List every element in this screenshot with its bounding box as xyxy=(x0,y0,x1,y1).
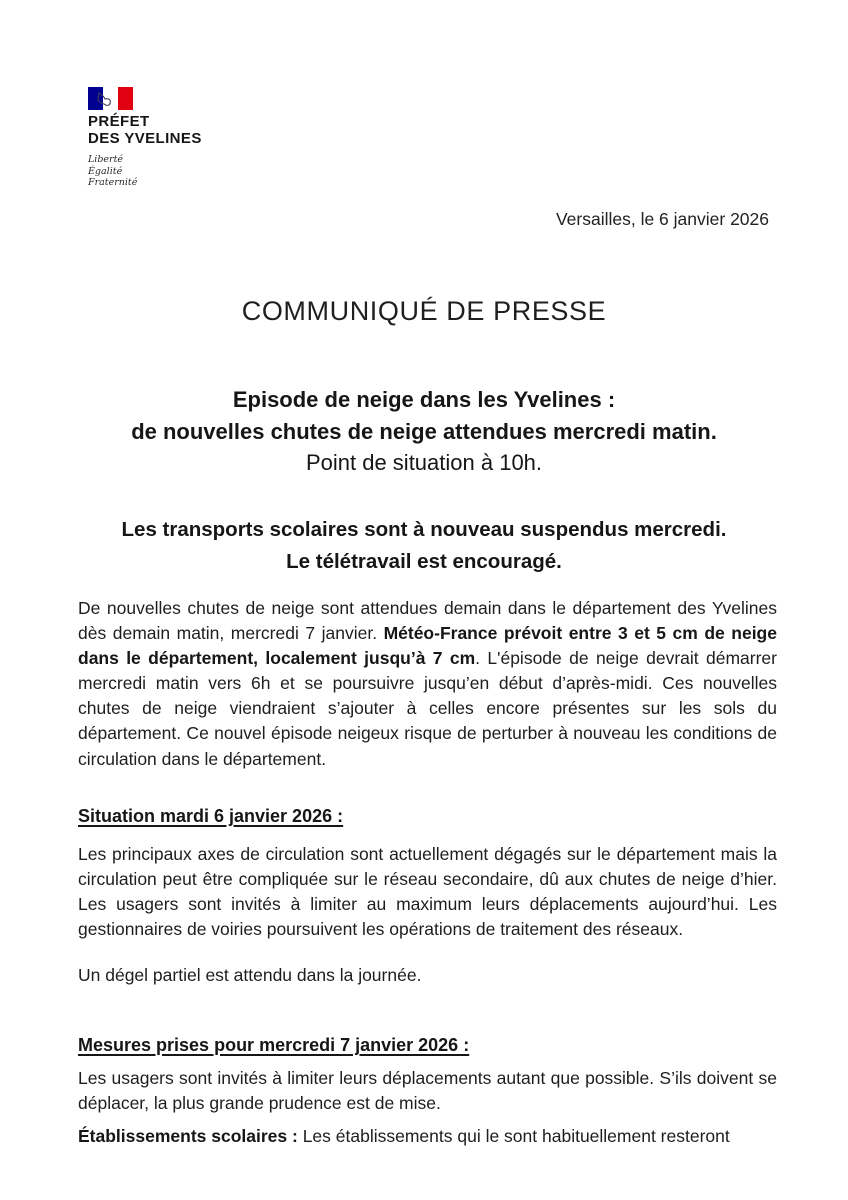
motto-egalite: Égalité xyxy=(88,165,123,177)
republic-motto xyxy=(88,154,202,189)
dateline: Versailles, le 6 janvier 2026 xyxy=(555,209,769,229)
headline-line3: Point de situation à 10h. xyxy=(305,450,543,475)
paragraph-etablissements-bold: Établissements scolaires : xyxy=(78,1126,298,1146)
subheadline-line2: Le télétravail est encouragé. xyxy=(286,550,562,573)
motto-fraternite: Fraternité xyxy=(88,177,138,188)
paragraph-degel: Un dégel partiel est attendu dans la journée. xyxy=(78,965,422,985)
prefecture-name-line2: DES YVELINES xyxy=(88,129,202,147)
headline xyxy=(0,384,848,479)
paragraph-forecast-bold: Météo-France prévoit entre 3 et 5 cm de neige dans le département, localement jusqu’à 7 cm xyxy=(78,623,777,669)
paragraph-forecast-text1: De nouvelles chutes de neige sont attendues demain dans le département des Yvelines dès demain matin, mercredi 7 janvier. xyxy=(78,598,777,644)
prefecture-name-line1: PRÉFET xyxy=(88,113,150,130)
paragraph-etablissements-text: Les établissements qui le sont habituellement resteront xyxy=(297,1126,730,1146)
headline-line2: de nouvelles chutes de neige attendues mercredi matin. xyxy=(131,418,717,444)
headline-line1: Episode de neige dans les Yvelines : xyxy=(232,387,616,412)
section-heading-mesures: Mesures prises pour mercredi 7 janvier 2026 : xyxy=(78,1035,470,1055)
french-flag-icon xyxy=(88,87,133,110)
prefecture-logo xyxy=(88,87,202,189)
paragraph-mesures: Les usagers sont invités à limiter leurs déplacements autant que possible. S’ils doivent se déplacer, la plus grande prudence est de mise. xyxy=(78,1068,777,1114)
document-title: COMMUNIQUÉ DE PRESSE xyxy=(241,296,607,326)
subheadline-line1: Les transports scolaires sont à nouveau suspendus mercredi. xyxy=(121,518,727,541)
section-heading-situation: Situation mardi 6 janvier 2026 : xyxy=(78,806,344,826)
paragraph-forecast xyxy=(78,596,777,772)
paragraph-forecast-text2: . L'épisode de neige devrait démarrer mercredi matin vers 6h et se poursuivre jusqu’en début d’après-midi. Ces nouvelles chutes de neige viendraient s’ajouter à celles encore présentes sur les sols du département. Ce nouvel épisode neigeux risque de perturber à nouveau les conditions de circulation dans le département. xyxy=(78,648,777,769)
paragraph-etablissements xyxy=(78,1124,777,1149)
motto-liberte: Liberté xyxy=(88,154,124,165)
prefecture-name xyxy=(88,114,202,147)
subheadline xyxy=(0,514,848,578)
paragraph-situation: Les principaux axes de circulation sont actuellement dégagés sur le département mais la circulation peut être compliquée sur le réseau secondaire, dû aux chutes de neige d’hier. Les usagers sont invités à limiter au maximum leurs déplacements aujourd’hui. Les gestionnaires de voiries poursuivent les opérations de traitement des réseaux. xyxy=(78,844,777,940)
